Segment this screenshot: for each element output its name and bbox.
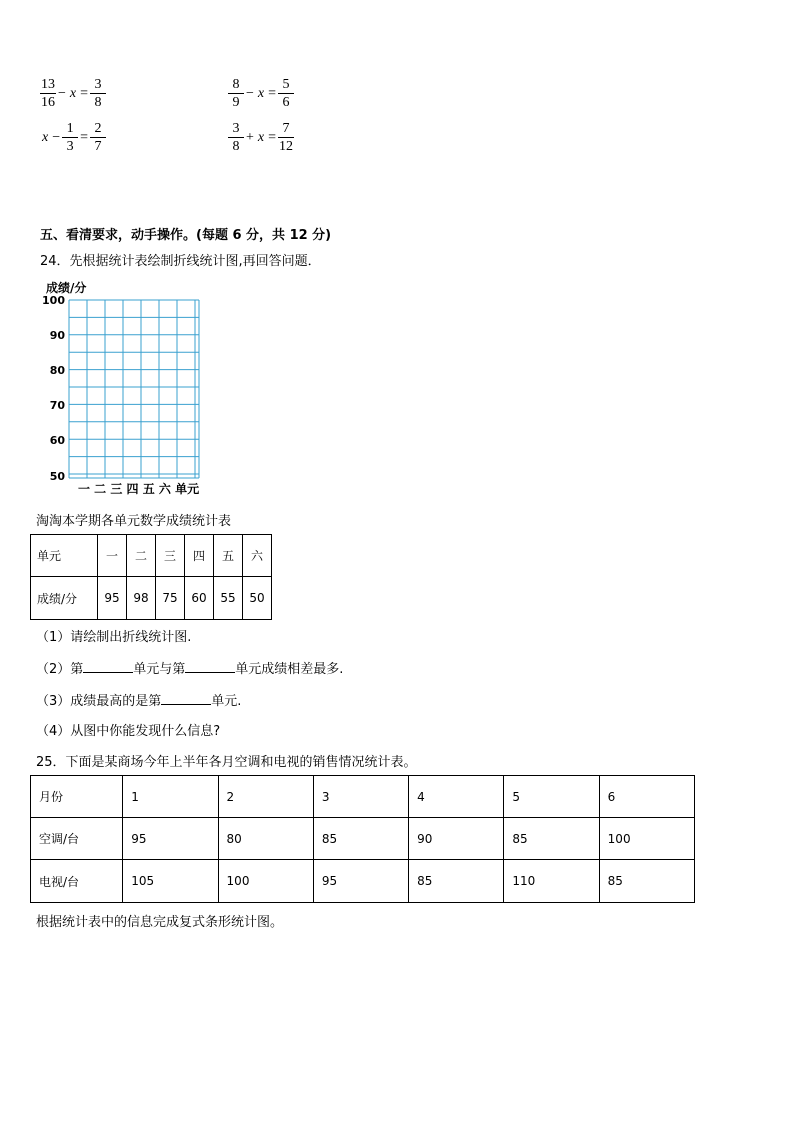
- y-tick-label: 70: [49, 399, 65, 412]
- table-header-cell: 3: [313, 776, 408, 818]
- table-header-cell: 三: [156, 535, 185, 577]
- table-cell: 80: [218, 818, 313, 860]
- answer-blank[interactable]: [161, 692, 211, 705]
- grid-ylabel: 成绩/分: [46, 281, 87, 295]
- table-cell: 85: [409, 860, 504, 903]
- answer-blank[interactable]: [83, 660, 133, 673]
- table-header-cell: 单元: [31, 535, 98, 577]
- table-row-label: 空调/台: [31, 818, 123, 860]
- table-cell: 95: [123, 818, 218, 860]
- table-header-cell: 2: [218, 776, 313, 818]
- table-header-cell: 4: [409, 776, 504, 818]
- table-title: 淘淘本学期各单元数学成绩统计表: [36, 514, 232, 529]
- y-tick-label: 90: [49, 329, 65, 342]
- table-header-cell: 二: [127, 535, 156, 577]
- table-cell: 50: [243, 577, 272, 620]
- y-tick-label: 100: [42, 294, 65, 307]
- table-cell: 60: [185, 577, 214, 620]
- fraction: $\frac{3}{8}$: [90, 78, 106, 110]
- sub-question-3: （3）成绩最高的是第 单元.: [36, 694, 242, 709]
- blank-line-grid[interactable]: [40, 294, 240, 498]
- y-tick-label: 80: [49, 364, 65, 377]
- grid-xlabel: 一 二 三 四 五 六 单元: [78, 482, 200, 496]
- table-cell: 100: [218, 860, 313, 903]
- table-cell: 110: [504, 860, 599, 903]
- table-row-label: 电视/台: [31, 860, 123, 903]
- sub-question-1: （1）请绘制出折线统计图.: [36, 630, 192, 645]
- table-cell: 90: [409, 818, 504, 860]
- table-cell: 85: [313, 818, 408, 860]
- table-header-cell: 月份: [31, 776, 123, 818]
- table-header-cell: 五: [214, 535, 243, 577]
- sales-table: [30, 775, 695, 903]
- table-cell: 75: [156, 577, 185, 620]
- equation-1: $\frac{13}{16}$ − x = $\frac{3}{8}$: [40, 78, 106, 110]
- table-header-cell: 5: [504, 776, 599, 818]
- table-header-cell: 6: [599, 776, 694, 818]
- fraction: $\frac{8}{9}$: [228, 78, 244, 110]
- question-24-prompt: 24．先根据统计表绘制折线统计图,再回答问题．: [40, 254, 321, 269]
- y-tick-label: 60: [49, 434, 65, 447]
- section-heading: 五、看清要求，动手操作。(每题 6 分，共 12 分): [40, 228, 332, 243]
- table-cell: 95: [98, 577, 127, 620]
- question-25-prompt: 25．下面是某商场今年上半年各月空调和电视的销售情况统计表。: [36, 755, 417, 770]
- table-row-label: 成绩/分: [31, 577, 98, 620]
- fraction: $\frac{2}{7}$: [90, 122, 106, 154]
- score-table: [30, 534, 272, 620]
- table-header-cell: 1: [123, 776, 218, 818]
- fraction: $\frac{7}{12}$: [279, 121, 294, 154]
- question-25-footer: 根据统计表中的信息完成复式条形统计图。: [36, 915, 284, 930]
- table-cell: 105: [123, 860, 218, 903]
- sub-question-2: （2）第 单元与第 单元成绩相差最多.: [36, 662, 344, 677]
- table-cell: 95: [313, 860, 408, 903]
- answer-blank[interactable]: [185, 660, 235, 673]
- table-cell: 85: [599, 860, 694, 903]
- equation-4: $\frac{3}{8}$ + x = $\frac{7}{12}$: [228, 122, 294, 154]
- fraction: $\frac{13}{16}$: [41, 77, 55, 110]
- y-tick-label: 50: [49, 470, 65, 483]
- fraction: $\frac{3}{8}$: [228, 122, 244, 154]
- table-cell: 85: [504, 818, 599, 860]
- table-cell: 100: [599, 818, 694, 860]
- equation-2: $\frac{8}{9}$ − x = $\frac{5}{6}$: [228, 78, 294, 110]
- fraction: $\frac{5}{6}$: [278, 78, 294, 110]
- table-header-cell: 六: [243, 535, 272, 577]
- table-cell: 98: [127, 577, 156, 620]
- table-cell: 55: [214, 577, 243, 620]
- table-header-cell: 一: [98, 535, 127, 577]
- equation-3: x − $\frac{1}{3}$ = $\frac{2}{7}$: [40, 122, 106, 154]
- fraction: $\frac{1}{3}$: [62, 122, 78, 154]
- table-header-cell: 四: [185, 535, 214, 577]
- sub-question-4: （4）从图中你能发现什么信息?: [36, 724, 221, 739]
